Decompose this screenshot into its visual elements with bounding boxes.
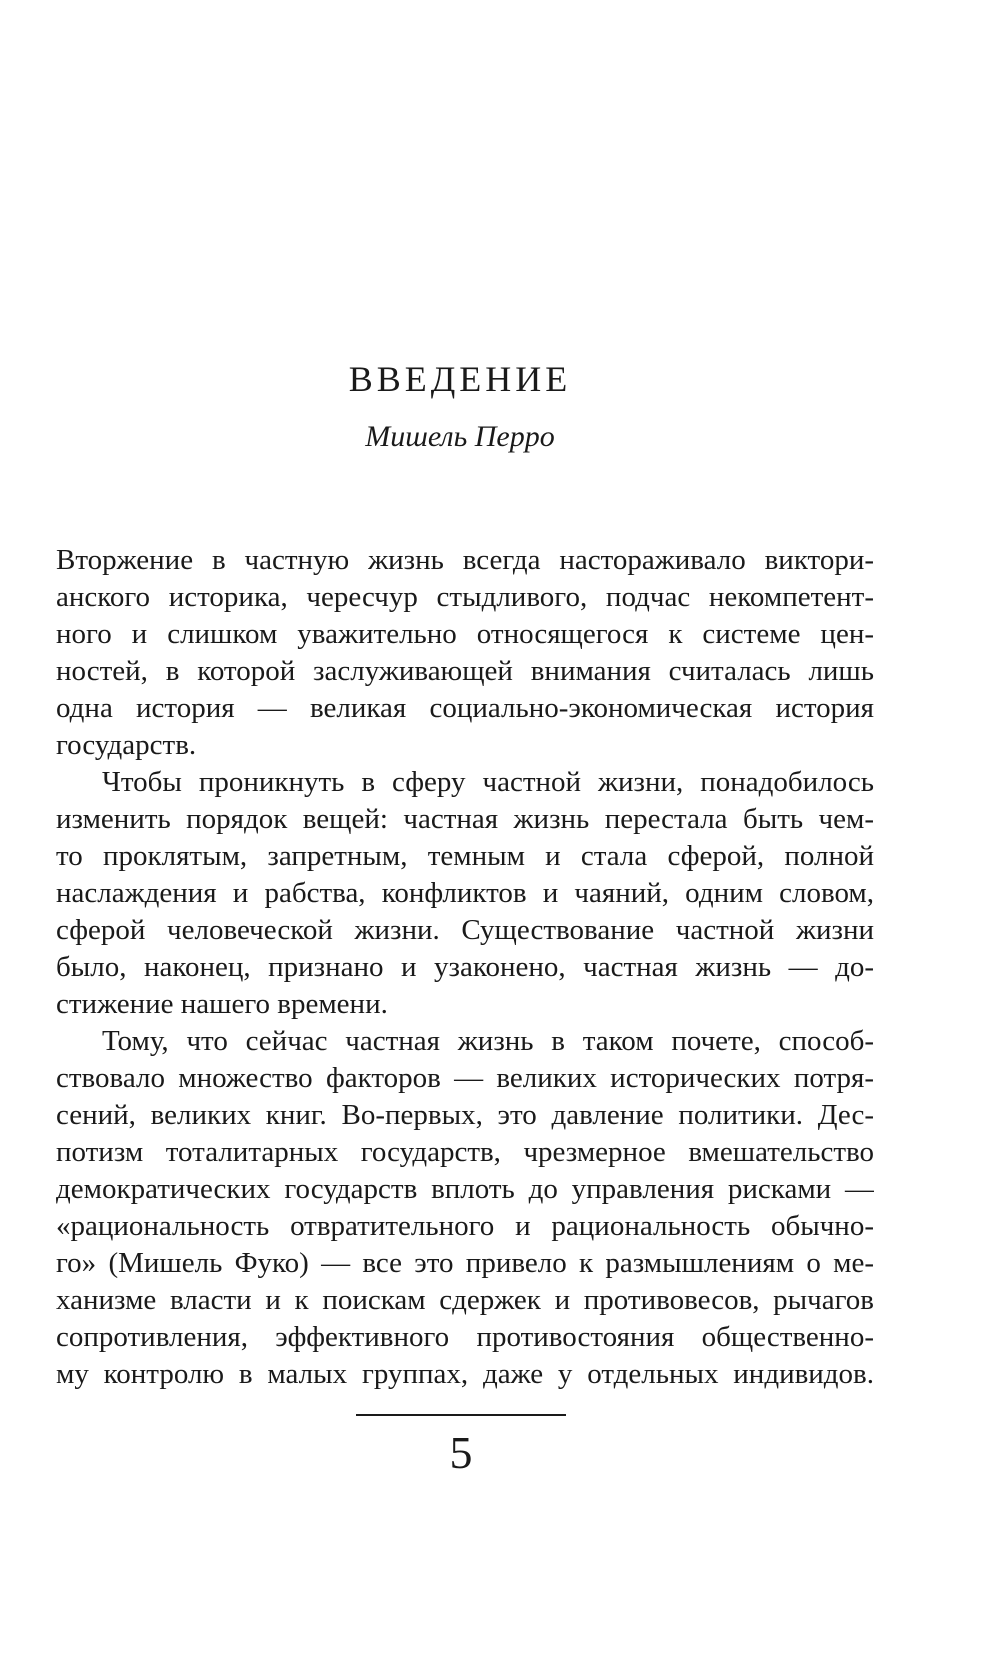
text-line: ханизме власти и к поискам сдержек и противовесов, рычагов (56, 1284, 874, 1316)
text-line: ного и слишком уважительно относящегося к системе цен- (56, 618, 874, 650)
text-line: демократических государств вплоть до управления рисками — (56, 1173, 874, 1205)
chapter-body (56, 542, 874, 1393)
text-line: то проклятым, запретным, темным и стала сферой, полной (56, 840, 874, 872)
text-line: наслаждения и рабства, конфликтов и чаяний, одним словом, (56, 877, 874, 909)
text-line: сопротивления, эффективного противостояния общественно- (56, 1321, 874, 1353)
text-line: Вторжение в частную жизнь всегда настораживало виктори- (56, 544, 874, 576)
text-line: «рациональность отвратительного и рациональность обычно- (56, 1210, 874, 1242)
text-line: ностей, в которой заслуживающей внимания считалась лишь (56, 655, 874, 687)
text-line: Чтобы проникнуть в сферу частной жизни, понадобилось (102, 766, 874, 798)
text-line: ствовало множество факторов — великих исторических потря- (56, 1062, 874, 1094)
text-line: Тому, что сейчас частная жизнь в таком почете, способ- (102, 1025, 874, 1057)
footer-divider (356, 1414, 566, 1416)
text-line: было, наконец, признано и узаконено, частная жизнь — до- (56, 951, 874, 983)
text-line: сений, великих книг. Во-первых, это давление политики. Дес- (56, 1099, 874, 1131)
text-line: сферой человеческой жизни. Существование частной жизни (56, 914, 874, 946)
text-line: одна история — великая социально-экономическая история (56, 692, 874, 724)
chapter-author: Мишель Перро (365, 420, 555, 453)
text-line: потизм тоталитарных государств, чрезмерное вмешательство (56, 1136, 874, 1168)
text-line: го» (Мишель Фуко) — все это привело к размышлениям о ме- (56, 1247, 874, 1279)
text-line: му контролю в малых группах, даже у отдельных индивидов. (56, 1358, 874, 1390)
text-line: изменить порядок вещей: частная жизнь перестала быть чем- (56, 803, 874, 835)
page-number: 5 (449, 1427, 473, 1478)
text-line: государств. (56, 729, 197, 761)
text-line: стижение нашего времени. (56, 988, 388, 1020)
chapter-title: ВВЕДЕНИЕ (348, 359, 572, 399)
text-line: анского историка, чересчур стыдливого, подчас некомпетент- (56, 581, 874, 613)
